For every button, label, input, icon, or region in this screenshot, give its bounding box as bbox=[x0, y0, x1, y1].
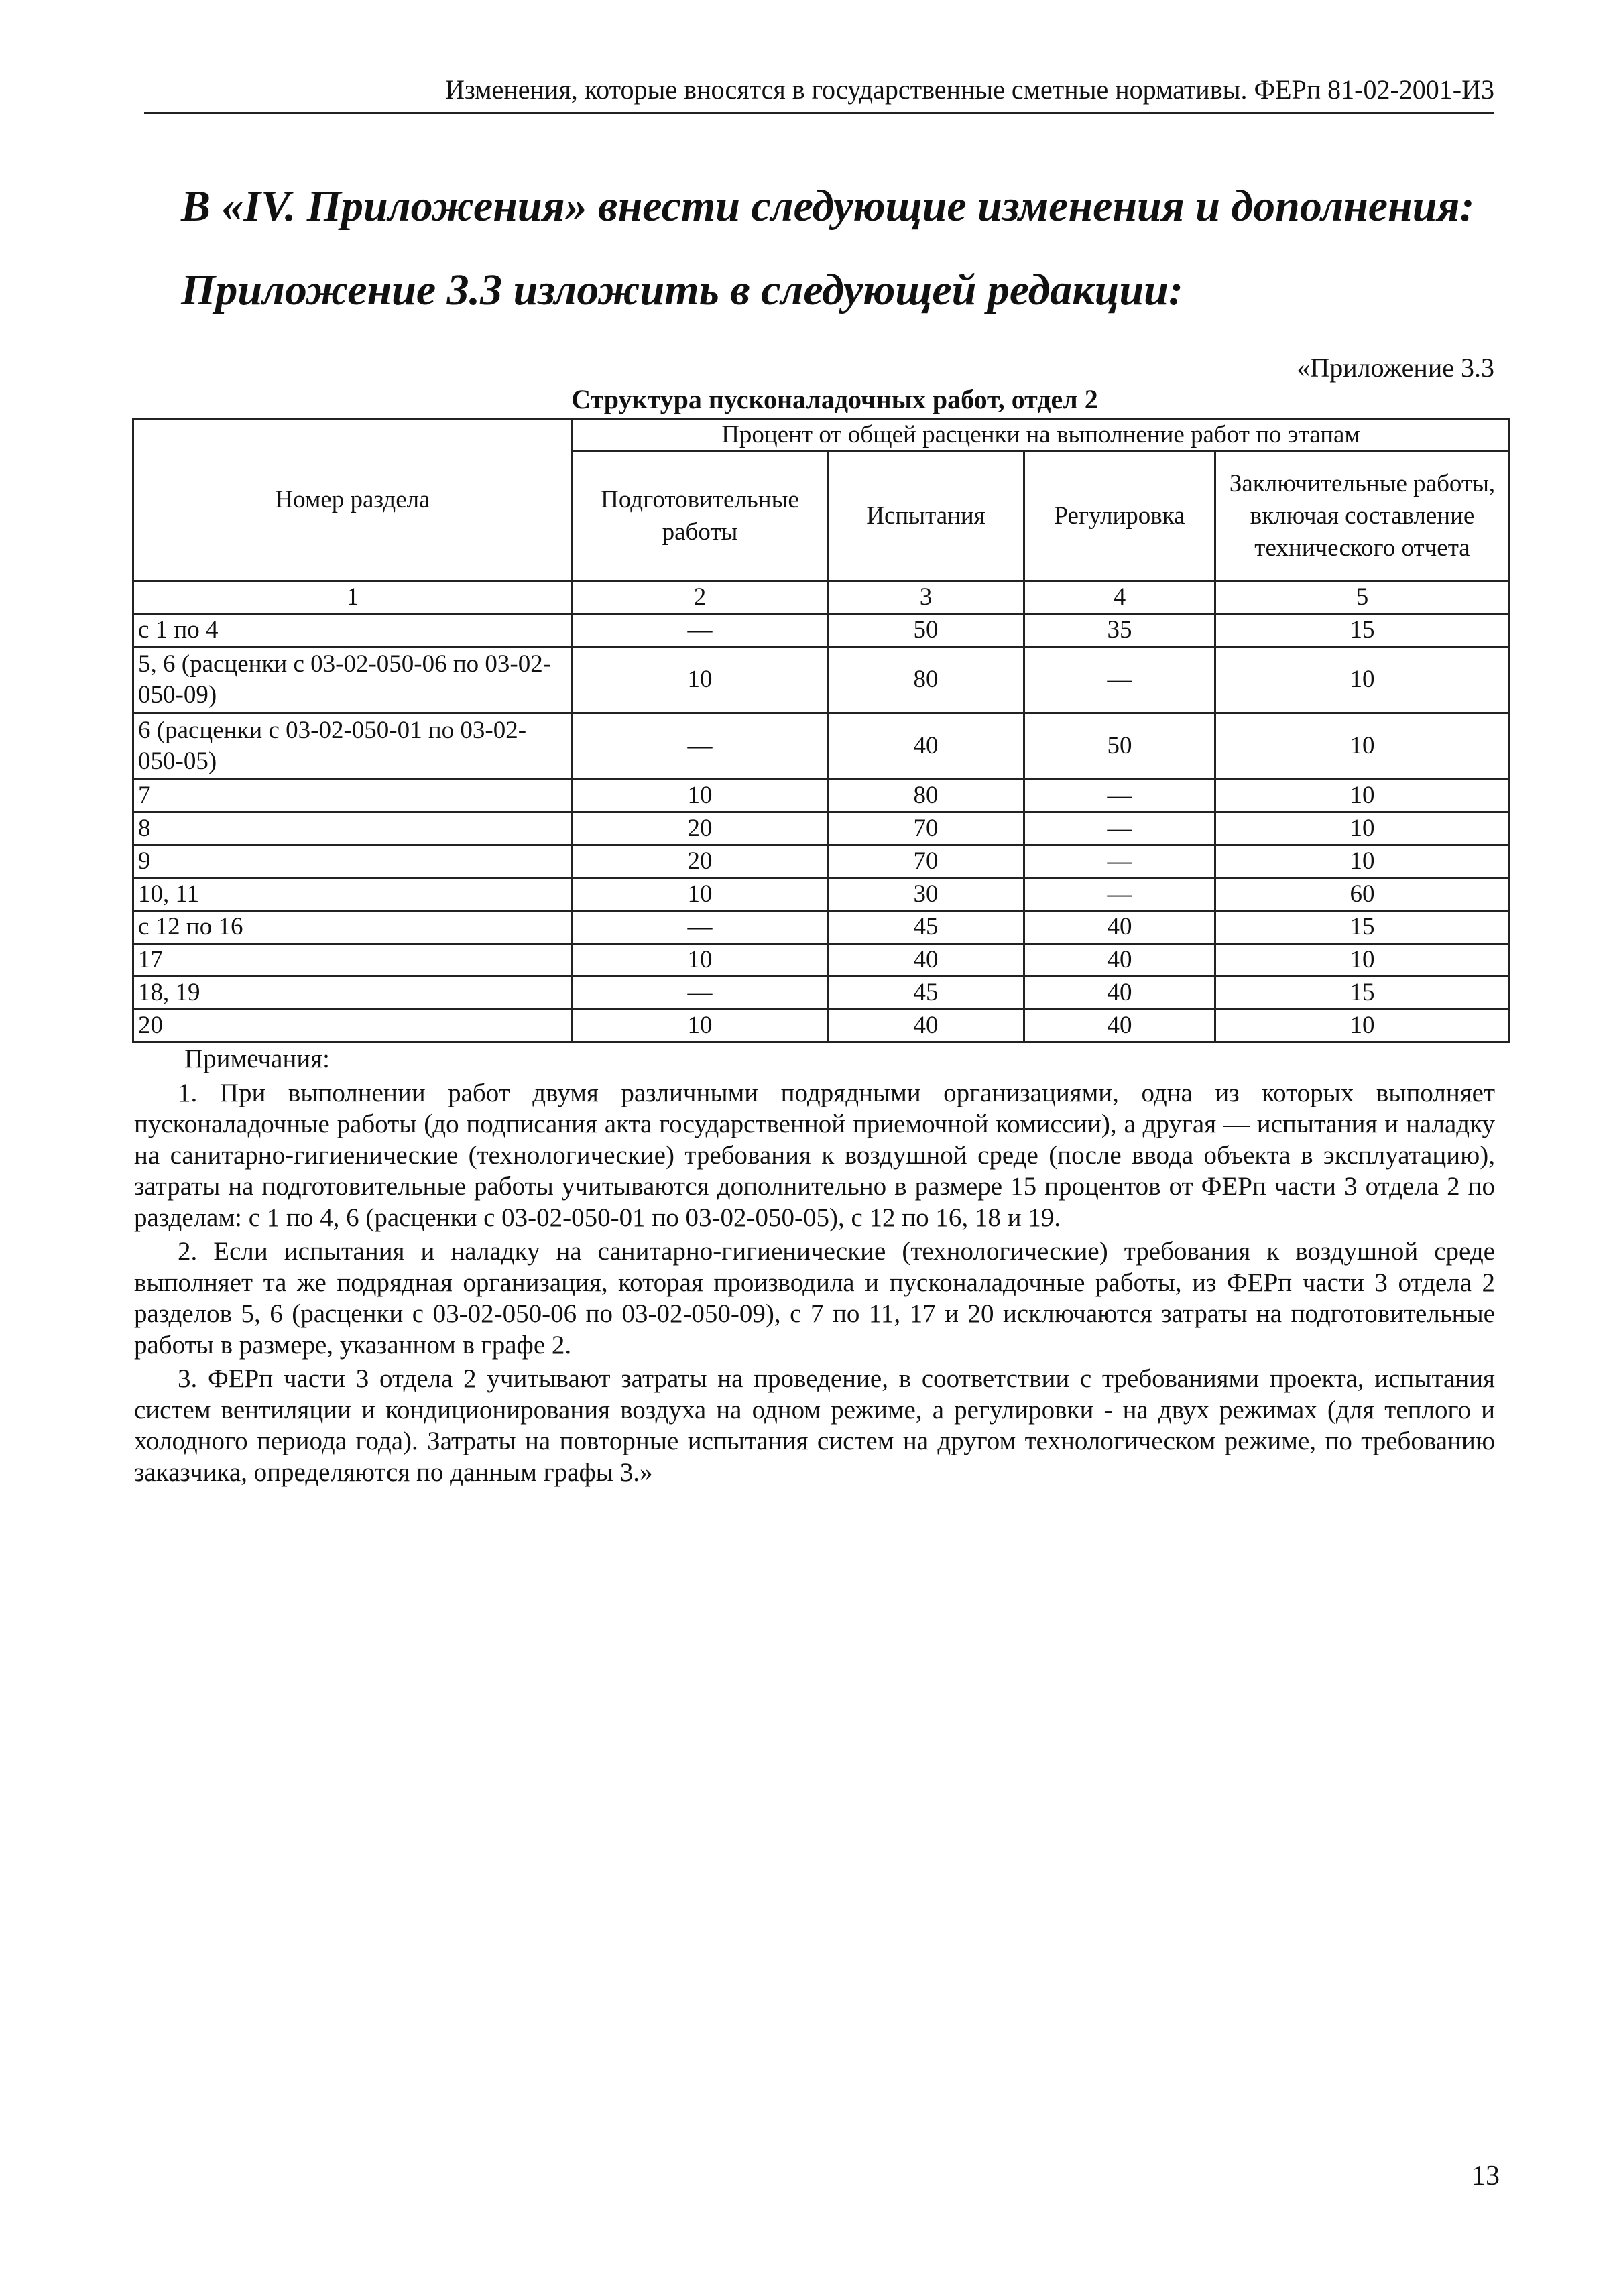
value-cell: — bbox=[573, 614, 828, 647]
header-column: Испытания bbox=[828, 452, 1024, 581]
value-cell: 40 bbox=[828, 713, 1024, 780]
section-cell: 20 bbox=[133, 1010, 573, 1042]
note-1: 1. При выполнении работ двумя различными подрядными организациями, одна из которых выполняет пусконаладочные работы (до подписания акта государственной приемочной комиссии), а другая — испытания и наладку на санитарно-гигиенические (технологические) требования к воздушной среде (после ввода объекта в эксплуатацию), затраты на подготовительные работы учитываются дополнительно в размере 15 процентов от ФЕРп части 3 отдела 2 по разделам: с 1 по 4, 6 (расценки с 03-02-050-01 по 03-02-050-05), с 12 по 16, 18 и 19. bbox=[134, 1078, 1495, 1232]
value-cell: 50 bbox=[1024, 713, 1215, 780]
value-cell: — bbox=[573, 977, 828, 1010]
header-section-number: Номер раздела bbox=[133, 419, 573, 581]
section-cell: 17 bbox=[133, 944, 573, 977]
value-cell: — bbox=[573, 911, 828, 944]
note-3: 3. ФЕРп части 3 отдела 2 учитывают затраты на проведение, в соответствии с требованиями проекта, испытания систем вентиляции и кондиционирования воздуха на одном режиме, а регулировки - на двух режимах (для теплого и холодного периода года). Затраты на повторные испытания систем на другом технологическом режиме, по требованию заказчика, определяются по данным графы 3.» bbox=[134, 1364, 1495, 1487]
table-row bbox=[133, 713, 1510, 780]
value-cell: — bbox=[1024, 812, 1215, 845]
subsection-heading: Приложение 3.3 изложить в следующей редакции: bbox=[181, 265, 1183, 314]
header-column: Подготовительные работы bbox=[573, 452, 828, 581]
column-number: 5 bbox=[1215, 581, 1510, 614]
column-number: 4 bbox=[1024, 581, 1215, 614]
table-row bbox=[133, 1010, 1510, 1042]
value-cell: 40 bbox=[1024, 1010, 1215, 1042]
value-cell: 10 bbox=[573, 780, 828, 812]
value-cell: 10 bbox=[1215, 944, 1510, 977]
value-cell: 10 bbox=[1215, 780, 1510, 812]
section-cell: с 12 по 16 bbox=[133, 911, 573, 944]
column-number: 1 bbox=[133, 581, 573, 614]
table-body bbox=[133, 614, 1510, 1042]
value-cell: 35 bbox=[1024, 614, 1215, 647]
value-cell: 15 bbox=[1215, 977, 1510, 1010]
appendix-label: «Приложение 3.3 bbox=[1297, 353, 1494, 383]
section-cell: 10, 11 bbox=[133, 878, 573, 911]
value-cell: — bbox=[573, 713, 828, 780]
value-cell: 70 bbox=[828, 812, 1024, 845]
value-cell: 10 bbox=[573, 647, 828, 713]
table-row bbox=[133, 780, 1510, 812]
value-cell: 30 bbox=[828, 878, 1024, 911]
value-cell: 10 bbox=[573, 944, 828, 977]
value-cell: 40 bbox=[1024, 911, 1215, 944]
value-cell: 40 bbox=[828, 944, 1024, 977]
value-cell: 40 bbox=[828, 1010, 1024, 1042]
table-row bbox=[133, 812, 1510, 845]
value-cell: — bbox=[1024, 647, 1215, 713]
value-cell: 10 bbox=[1215, 1010, 1510, 1042]
section-cell: 7 bbox=[133, 780, 573, 812]
value-cell: 45 bbox=[828, 977, 1024, 1010]
value-cell: 20 bbox=[573, 812, 828, 845]
value-cell: 10 bbox=[1215, 647, 1510, 713]
table-header-row bbox=[133, 419, 1510, 452]
table-row bbox=[133, 647, 1510, 713]
value-cell: 50 bbox=[828, 614, 1024, 647]
section-cell: 8 bbox=[133, 812, 573, 845]
value-cell: 20 bbox=[573, 845, 828, 878]
table-row bbox=[133, 911, 1510, 944]
value-cell: — bbox=[1024, 878, 1215, 911]
column-number: 3 bbox=[828, 581, 1024, 614]
column-number-row bbox=[133, 581, 1510, 614]
header-divider bbox=[144, 112, 1494, 114]
value-cell: 70 bbox=[828, 845, 1024, 878]
table-row bbox=[133, 614, 1510, 647]
value-cell: 10 bbox=[1215, 845, 1510, 878]
structure-table bbox=[132, 418, 1510, 1043]
table-row bbox=[133, 977, 1510, 1010]
section-heading: В «IV. Приложения» внести следующие изменения и дополнения: bbox=[181, 182, 1475, 231]
value-cell: 10 bbox=[573, 1010, 828, 1042]
section-cell: 6 (расценки с 03-02-050-01 по 03-02-050-05) bbox=[133, 713, 573, 780]
table-caption: Структура пусконаладочных работ, отдел 2 bbox=[571, 384, 1098, 414]
header-percent-group: Процент от общей расценки на выполнение работ по этапам bbox=[573, 419, 1510, 452]
page-number: 13 bbox=[1472, 2161, 1500, 2191]
value-cell: 40 bbox=[1024, 977, 1215, 1010]
value-cell: 10 bbox=[1215, 713, 1510, 780]
value-cell: 10 bbox=[573, 878, 828, 911]
value-cell: — bbox=[1024, 845, 1215, 878]
running-header: Изменения, которые вносятся в государственные сметные нормативы. ФЕРп 81-02-2001-И3 bbox=[445, 74, 1494, 105]
header-column: Регулировка bbox=[1024, 452, 1215, 581]
value-cell: 80 bbox=[828, 780, 1024, 812]
value-cell: 40 bbox=[1024, 944, 1215, 977]
section-cell: с 1 по 4 bbox=[133, 614, 573, 647]
header-column: Заключительные работы, включая составление технического отчета bbox=[1215, 452, 1510, 581]
table-row bbox=[133, 944, 1510, 977]
section-cell: 5, 6 (расценки с 03-02-050-06 по 03-02-050-09) bbox=[133, 647, 573, 713]
column-number: 2 bbox=[573, 581, 828, 614]
value-cell: 80 bbox=[828, 647, 1024, 713]
section-cell: 18, 19 bbox=[133, 977, 573, 1010]
section-cell: 9 bbox=[133, 845, 573, 878]
table-row bbox=[133, 878, 1510, 911]
value-cell: 60 bbox=[1215, 878, 1510, 911]
value-cell: — bbox=[1024, 780, 1215, 812]
notes-title: Примечания: bbox=[184, 1044, 330, 1073]
table-row bbox=[133, 845, 1510, 878]
value-cell: 10 bbox=[1215, 812, 1510, 845]
notes-block bbox=[134, 1044, 1495, 1488]
value-cell: 15 bbox=[1215, 911, 1510, 944]
value-cell: 15 bbox=[1215, 614, 1510, 647]
note-2: 2. Если испытания и наладку на санитарно-гигиенические (технологические) требования к воздушной среде выполняет та же подрядная организация, которая производила и пусконаладочные работы, из ФЕРп части 3 отдела 2 разделов 5, 6 (расценки с 03-02-050-06 по 03-02-050-09), с 7 по 11, 17 и 20 исключаются затраты на подготовительные работы в размере, указанном в графе 2. bbox=[134, 1237, 1495, 1360]
value-cell: 45 bbox=[828, 911, 1024, 944]
